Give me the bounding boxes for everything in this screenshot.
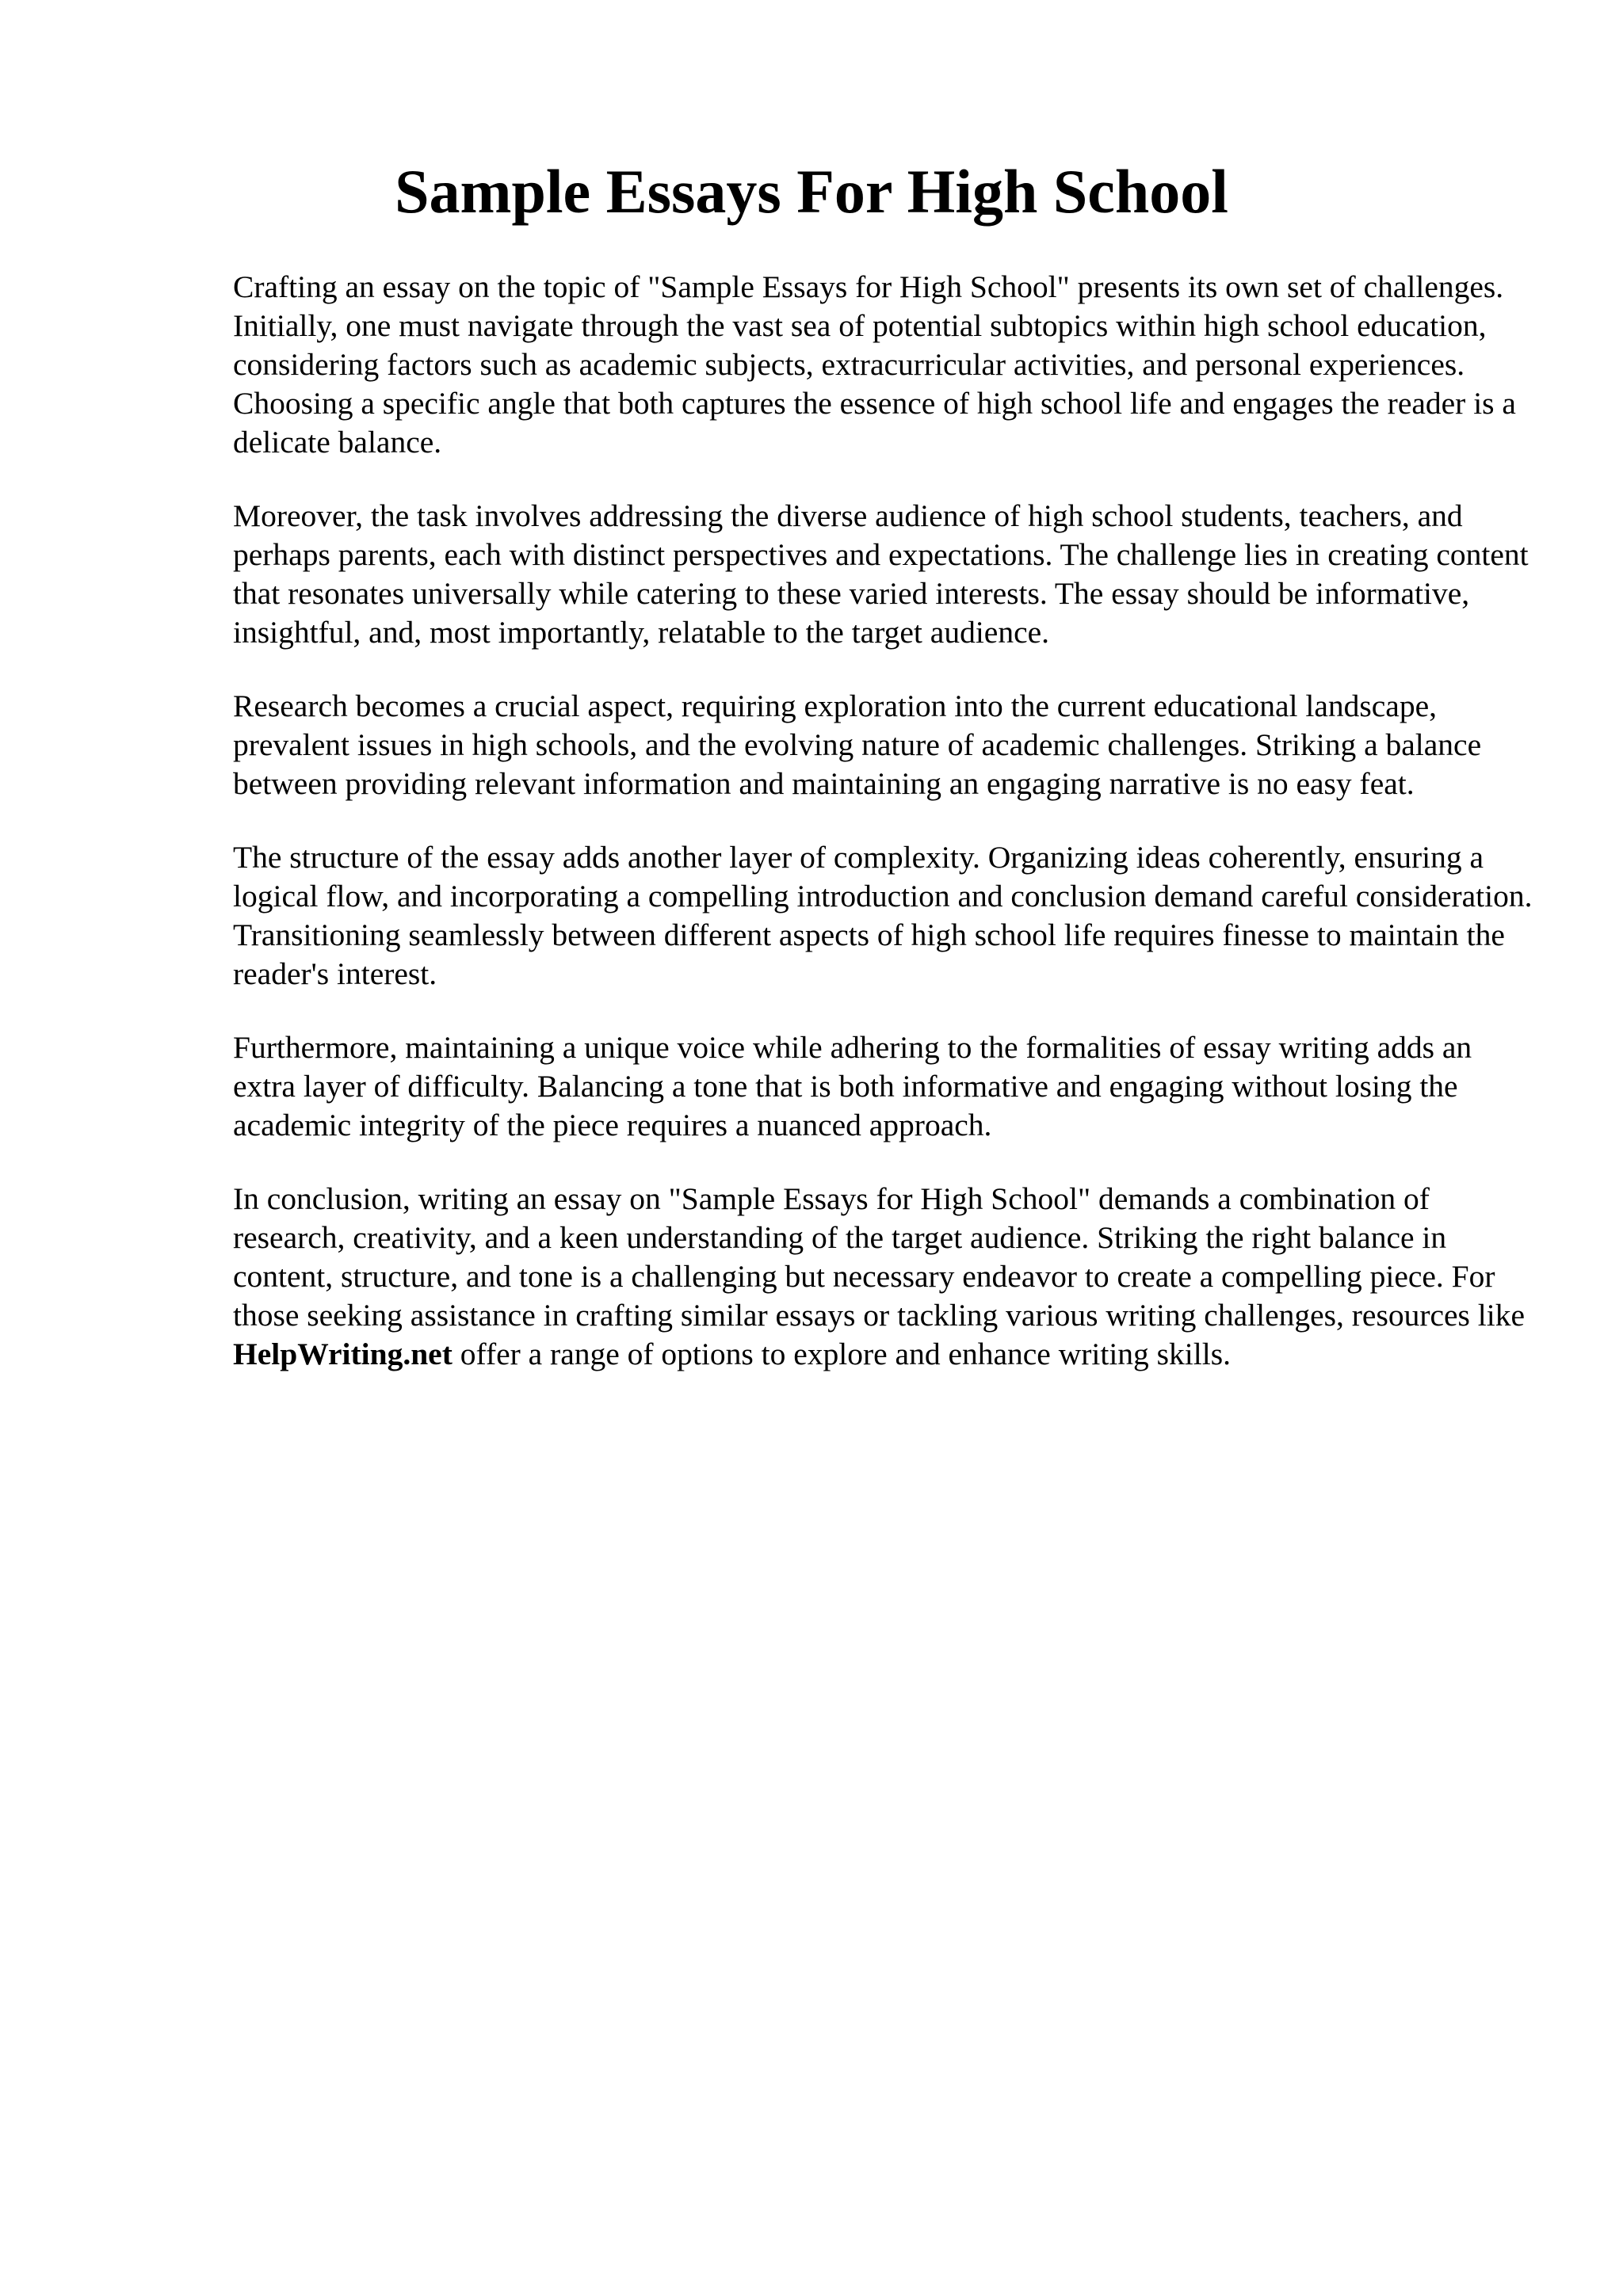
- paragraph-4: The structure of the essay adds another layer of complexity. Organizing ideas coherently, ensuring a logical flow, and incorporating a compelling introduction and conclusion demand careful consideration. Transitioning seamlessly between different aspects of high school life requires finesse to maintain the reader's interest.: [233, 840, 1533, 991]
- paragraph-2: Moreover, the task involves addressing the diverse audience of high school students, teachers, and perhaps parents, each with distinct perspectives and expectations. The challenge lies in creating content that resonates universally while catering to these varied interests. The essay should be informative, insightful, and, most importantly, relatable to the target audience.: [233, 498, 1529, 650]
- conclusion-text-end: offer a range of options to explore and enhance writing skills.: [452, 1337, 1231, 1371]
- paragraph-5: Furthermore, maintaining a unique voice while adhering to the formalities of essay writing adds an extra layer of difficulty. Balancing a tone that is both informative and engaging without losing the academic integrity of the piece requires a nuanced approach.: [233, 1030, 1472, 1142]
- paragraph-1: Crafting an essay on the topic of "Sample Essays for High School" presents its own set of challenges. Initially, one must navigate through the vast sea of potential subtopics within high school education, considering factors such as academic subjects, extracurricular activities, and personal experiences. Choosing a specific angle that both captures the essence of high school life and engages the reader is a delicate balance.: [233, 269, 1516, 460]
- document-title: Sample Essays For High School: [395, 157, 1228, 226]
- brand-name: HelpWriting.net: [233, 1337, 453, 1371]
- conclusion-text-start: In conclusion, writing an essay on "Sample Essays for High School" demands a combination of research, creativity, and a keen understanding of the target audience. Striking the right balance in content, structure, and tone is a challenging but necessary endeavor to create a compelling piece. For those seeking assistance in crafting similar essays or tackling various writing challenges, resources like: [233, 1181, 1526, 1333]
- document-body: [233, 268, 1533, 1409]
- paragraph-3: Research becomes a crucial aspect, requiring exploration into the current educational landscape, prevalent issues in high schools, and the evolving nature of academic challenges. Striking a balance between providing relevant information and maintaining an engaging narrative is no easy feat.: [233, 688, 1482, 801]
- paragraph-conclusion: [233, 1180, 1533, 1374]
